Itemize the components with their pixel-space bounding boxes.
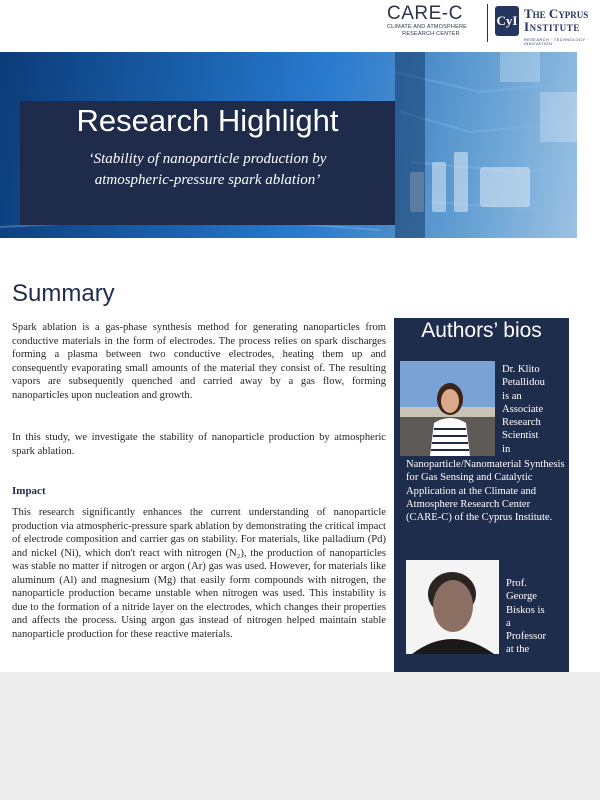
bio-1-line: Scientist [502, 430, 539, 442]
cyi-name [524, 7, 600, 33]
summary-heading: Summary [12, 280, 115, 307]
subtitle-line1: ‘Stability of nanoparticle production by [88, 151, 327, 167]
impact-paragraph: This research significantly enhances the current understanding of nanoparticle production via atmospheric-pressure spark ablation by demonstrating the critical impact of electrode composition and carrier gas on stability. For materials, like palladium (Pd) and nickel (Ni), which don't react with nitrogen (N₂), the production of nanoparticles was stable no matter if nitrogen or argon (Ar) gas was used. However, for materials like aluminum (Al) and magnesium (Mg) that easily form compounds with nitrogen, the nanoparticle production became unstable when nitrogen was used. This instability is due to the formation of a nitride layer on the electrodes, which changes their properties and affects the process. Using argon gas instead of nitrogen helped maintain stable nanoparticle production for these reactive materials. [12, 507, 386, 640]
bio-2-line: Biskos is [506, 604, 545, 616]
cyi-mark-icon: CyI [495, 6, 519, 36]
bio-1-line: in [502, 443, 511, 455]
care-c-subtitle-line2: RESEARCH CENTER [402, 31, 460, 37]
summary-paragraph-1: Spark ablation is a gas-phase synthesis method for generating nanoparticles from conductive materials in the form of electrodes. The process relies on spark discharges forming a plasma between two conductive electrodes, heating them up and consequently evaporating small amounts of the material they consist of. The resulting vapors are subsequently quenched and carried away by a gas flow, forming nanoparticles upon nucleation and growth. [12, 322, 386, 401]
author-photo-1-image [400, 361, 495, 456]
subtitle-line2: atmospheric-pressure spark ablation’ [94, 172, 321, 188]
cyprus-institute-logo [495, 4, 600, 44]
bio-1-line: Dr. Klito [502, 364, 540, 375]
authors-bios-panel [394, 318, 569, 672]
cyi-name-line1: The Cyprus [524, 6, 589, 21]
care-c-logo [387, 4, 487, 44]
bio-2-line: Professor [506, 631, 547, 643]
bio-2-line: at the [506, 644, 530, 656]
summary-paragraph-2: In this study, we investigate the stability of nanoparticle production by atmospheric spark ablation. [12, 432, 386, 457]
cyi-tagline: RESEARCH · TECHNOLOGY · INNOVATION [524, 38, 589, 46]
bio-2-line: a [506, 617, 511, 629]
bio-1-line: Associate [502, 403, 544, 415]
care-c-name: CARE-C [387, 3, 463, 24]
author-photo-1 [400, 361, 495, 456]
page-subtitle [20, 149, 395, 191]
bio-2-intro [506, 577, 566, 657]
bio-1-line: is an [502, 390, 522, 402]
bio-1-line: Petallidou [502, 377, 545, 389]
title-box [20, 101, 395, 225]
bio-1-line: Research [502, 417, 541, 429]
care-c-subtitle-line1: CLIMATE AND ATMOSPHERE [387, 24, 467, 30]
author-photo-2-image [406, 560, 499, 654]
page-title: Research Highlight [76, 103, 339, 138]
author-photo-2 [406, 560, 499, 654]
bio-2-line: George [506, 591, 537, 603]
bios-heading: Authors’ bios [421, 319, 542, 342]
cyi-name-line2: Institute [524, 19, 580, 34]
logo-divider [487, 4, 488, 42]
bio-1-details: Nanoparticle/Nanomaterial Synthesis for Gas Sensing and Catalytic Application at the Climate and Atmosphere Research Center (CARE-C) of the Cyprus Institute. [406, 459, 565, 524]
impact-heading: Impact [12, 485, 46, 497]
bio-1-intro [502, 363, 564, 456]
bio-2-line: Prof. [506, 578, 527, 589]
banner [0, 52, 577, 238]
